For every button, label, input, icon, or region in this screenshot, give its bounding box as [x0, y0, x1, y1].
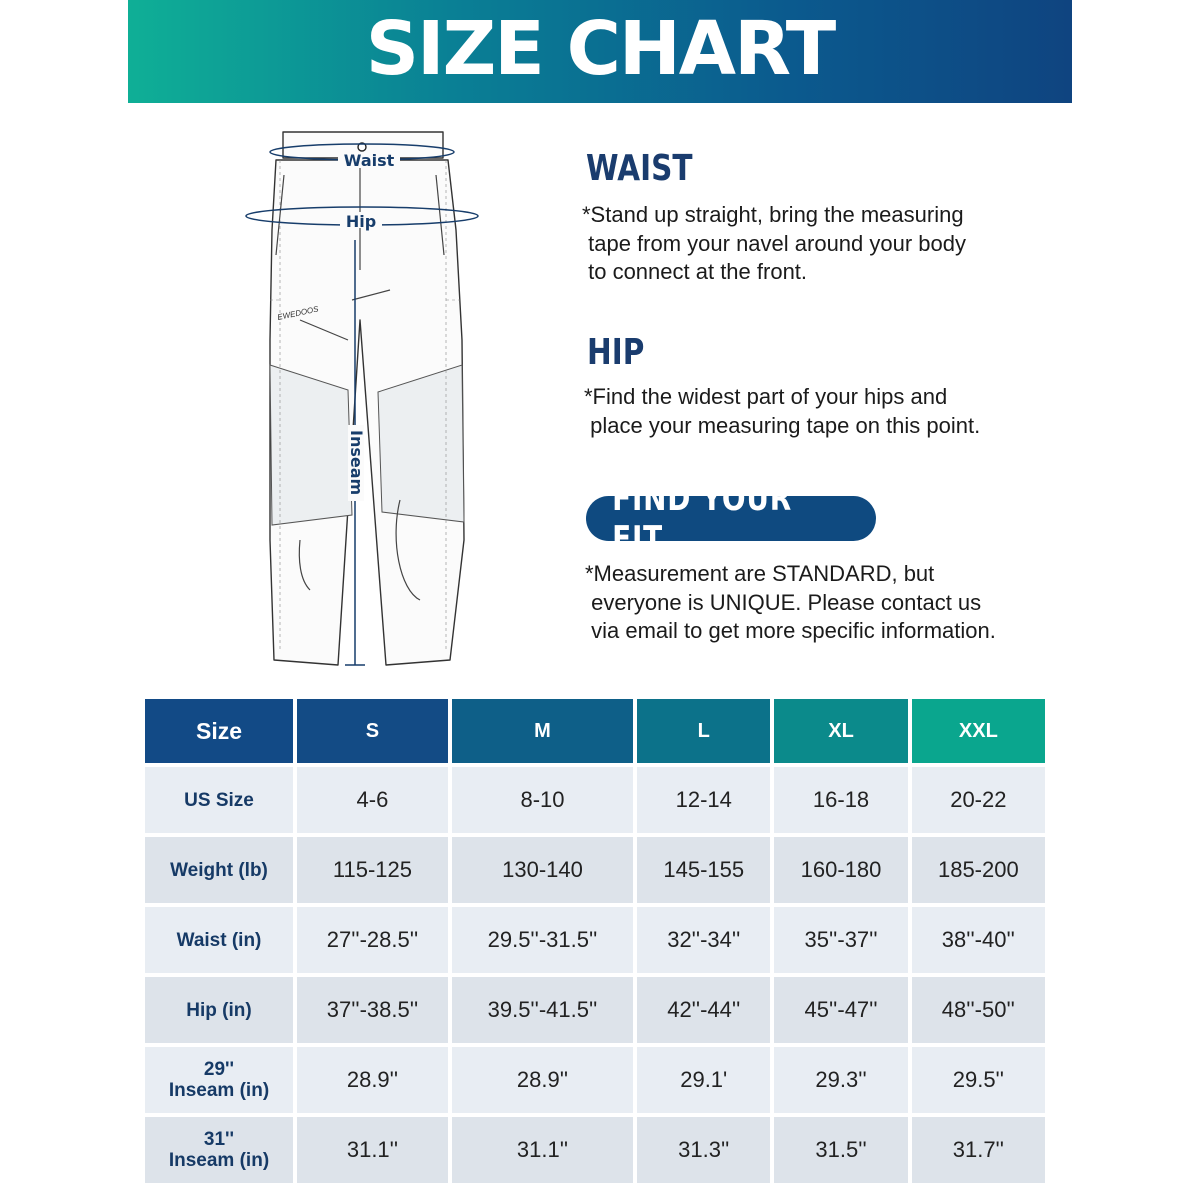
header-cell-xl: XL [774, 699, 907, 763]
size-table [141, 695, 1049, 1187]
row-label-line: Inseam (in) [168, 1150, 270, 1171]
fit-description: *Measurement are STANDARD, but everyone is UNIQUE. Please contact us via email to get more specific information. [585, 561, 996, 643]
table-cell: 4-6 [297, 767, 448, 833]
table-cell: 27''-28.5'' [297, 907, 448, 973]
row-label: Waist (in) [145, 907, 293, 973]
size-chart-banner [128, 0, 1072, 103]
table-cell: 8-10 [452, 767, 633, 833]
table-cell: 31.1'' [452, 1117, 633, 1183]
row-label-line: Inseam (in) [168, 1080, 270, 1101]
inseam-label: Inseam [347, 430, 366, 496]
table-cell: 115-125 [297, 837, 448, 903]
table-cell: 31.5'' [774, 1117, 907, 1183]
header-cell-xxl: XXL [912, 699, 1045, 763]
row-label: Hip (in) [145, 977, 293, 1043]
table-row [145, 767, 1045, 833]
table-header-row [145, 699, 1045, 763]
header-cell-m: M [452, 699, 633, 763]
find-your-fit-label: FIND YOUR FIT [612, 478, 793, 559]
header-cell-s: S [297, 699, 448, 763]
header-cell-size: Size [145, 699, 293, 763]
table-row [145, 907, 1045, 973]
table-row [145, 1117, 1045, 1183]
table-cell: 160-180 [774, 837, 907, 903]
header-cell-l: L [637, 699, 770, 763]
table-cell: 20-22 [912, 767, 1045, 833]
row-label [145, 1117, 293, 1183]
table-cell: 29.5'' [912, 1047, 1045, 1113]
table-cell: 28.9'' [452, 1047, 633, 1113]
table-cell: 42''-44'' [637, 977, 770, 1043]
hip-description: *Find the widest part of your hips and place your measuring tape on this point. [584, 384, 981, 438]
row-label [145, 1047, 293, 1113]
table-cell: 185-200 [912, 837, 1045, 903]
table-cell: 29.5''-31.5'' [452, 907, 633, 973]
table-row [145, 1047, 1045, 1113]
table-cell: 35''-37'' [774, 907, 907, 973]
table-cell: 12-14 [637, 767, 770, 833]
table-cell: 31.7'' [912, 1117, 1045, 1183]
brand-label: EWEDOOS [276, 304, 320, 322]
table-cell: 29.3'' [774, 1047, 907, 1113]
row-label-line: 29'' [203, 1059, 235, 1080]
table-row [145, 837, 1045, 903]
table-cell: 38''-40'' [912, 907, 1045, 973]
table-row [145, 977, 1045, 1043]
row-label: US Size [145, 767, 293, 833]
table-cell: 130-140 [452, 837, 633, 903]
hip-heading: HIP [587, 332, 645, 373]
table-cell: 28.9'' [297, 1047, 448, 1113]
pants-illustration [240, 120, 490, 680]
table-cell: 31.3'' [637, 1117, 770, 1183]
row-label-line: 31'' [203, 1129, 235, 1150]
row-label: Weight (lb) [145, 837, 293, 903]
table-cell: 48''-50'' [912, 977, 1045, 1043]
table-cell: 31.1'' [297, 1117, 448, 1183]
find-your-fit-badge [586, 478, 876, 559]
banner-title: SIZE CHART [365, 5, 835, 92]
waist-heading: WAIST [586, 148, 693, 189]
waist-description: *Stand up straight, bring the measuring tape from your navel around your body to connect at the front. [582, 202, 967, 284]
table-cell: 29.1' [637, 1047, 770, 1113]
waist-label: Waist [343, 151, 395, 170]
table-cell: 37''-38.5'' [297, 977, 448, 1043]
hip-label: Hip [345, 212, 377, 231]
table-cell: 45''-47'' [774, 977, 907, 1043]
table-cell: 39.5''-41.5'' [452, 977, 633, 1043]
table-cell: 145-155 [637, 837, 770, 903]
table-cell: 16-18 [774, 767, 907, 833]
table-cell: 32''-34'' [637, 907, 770, 973]
